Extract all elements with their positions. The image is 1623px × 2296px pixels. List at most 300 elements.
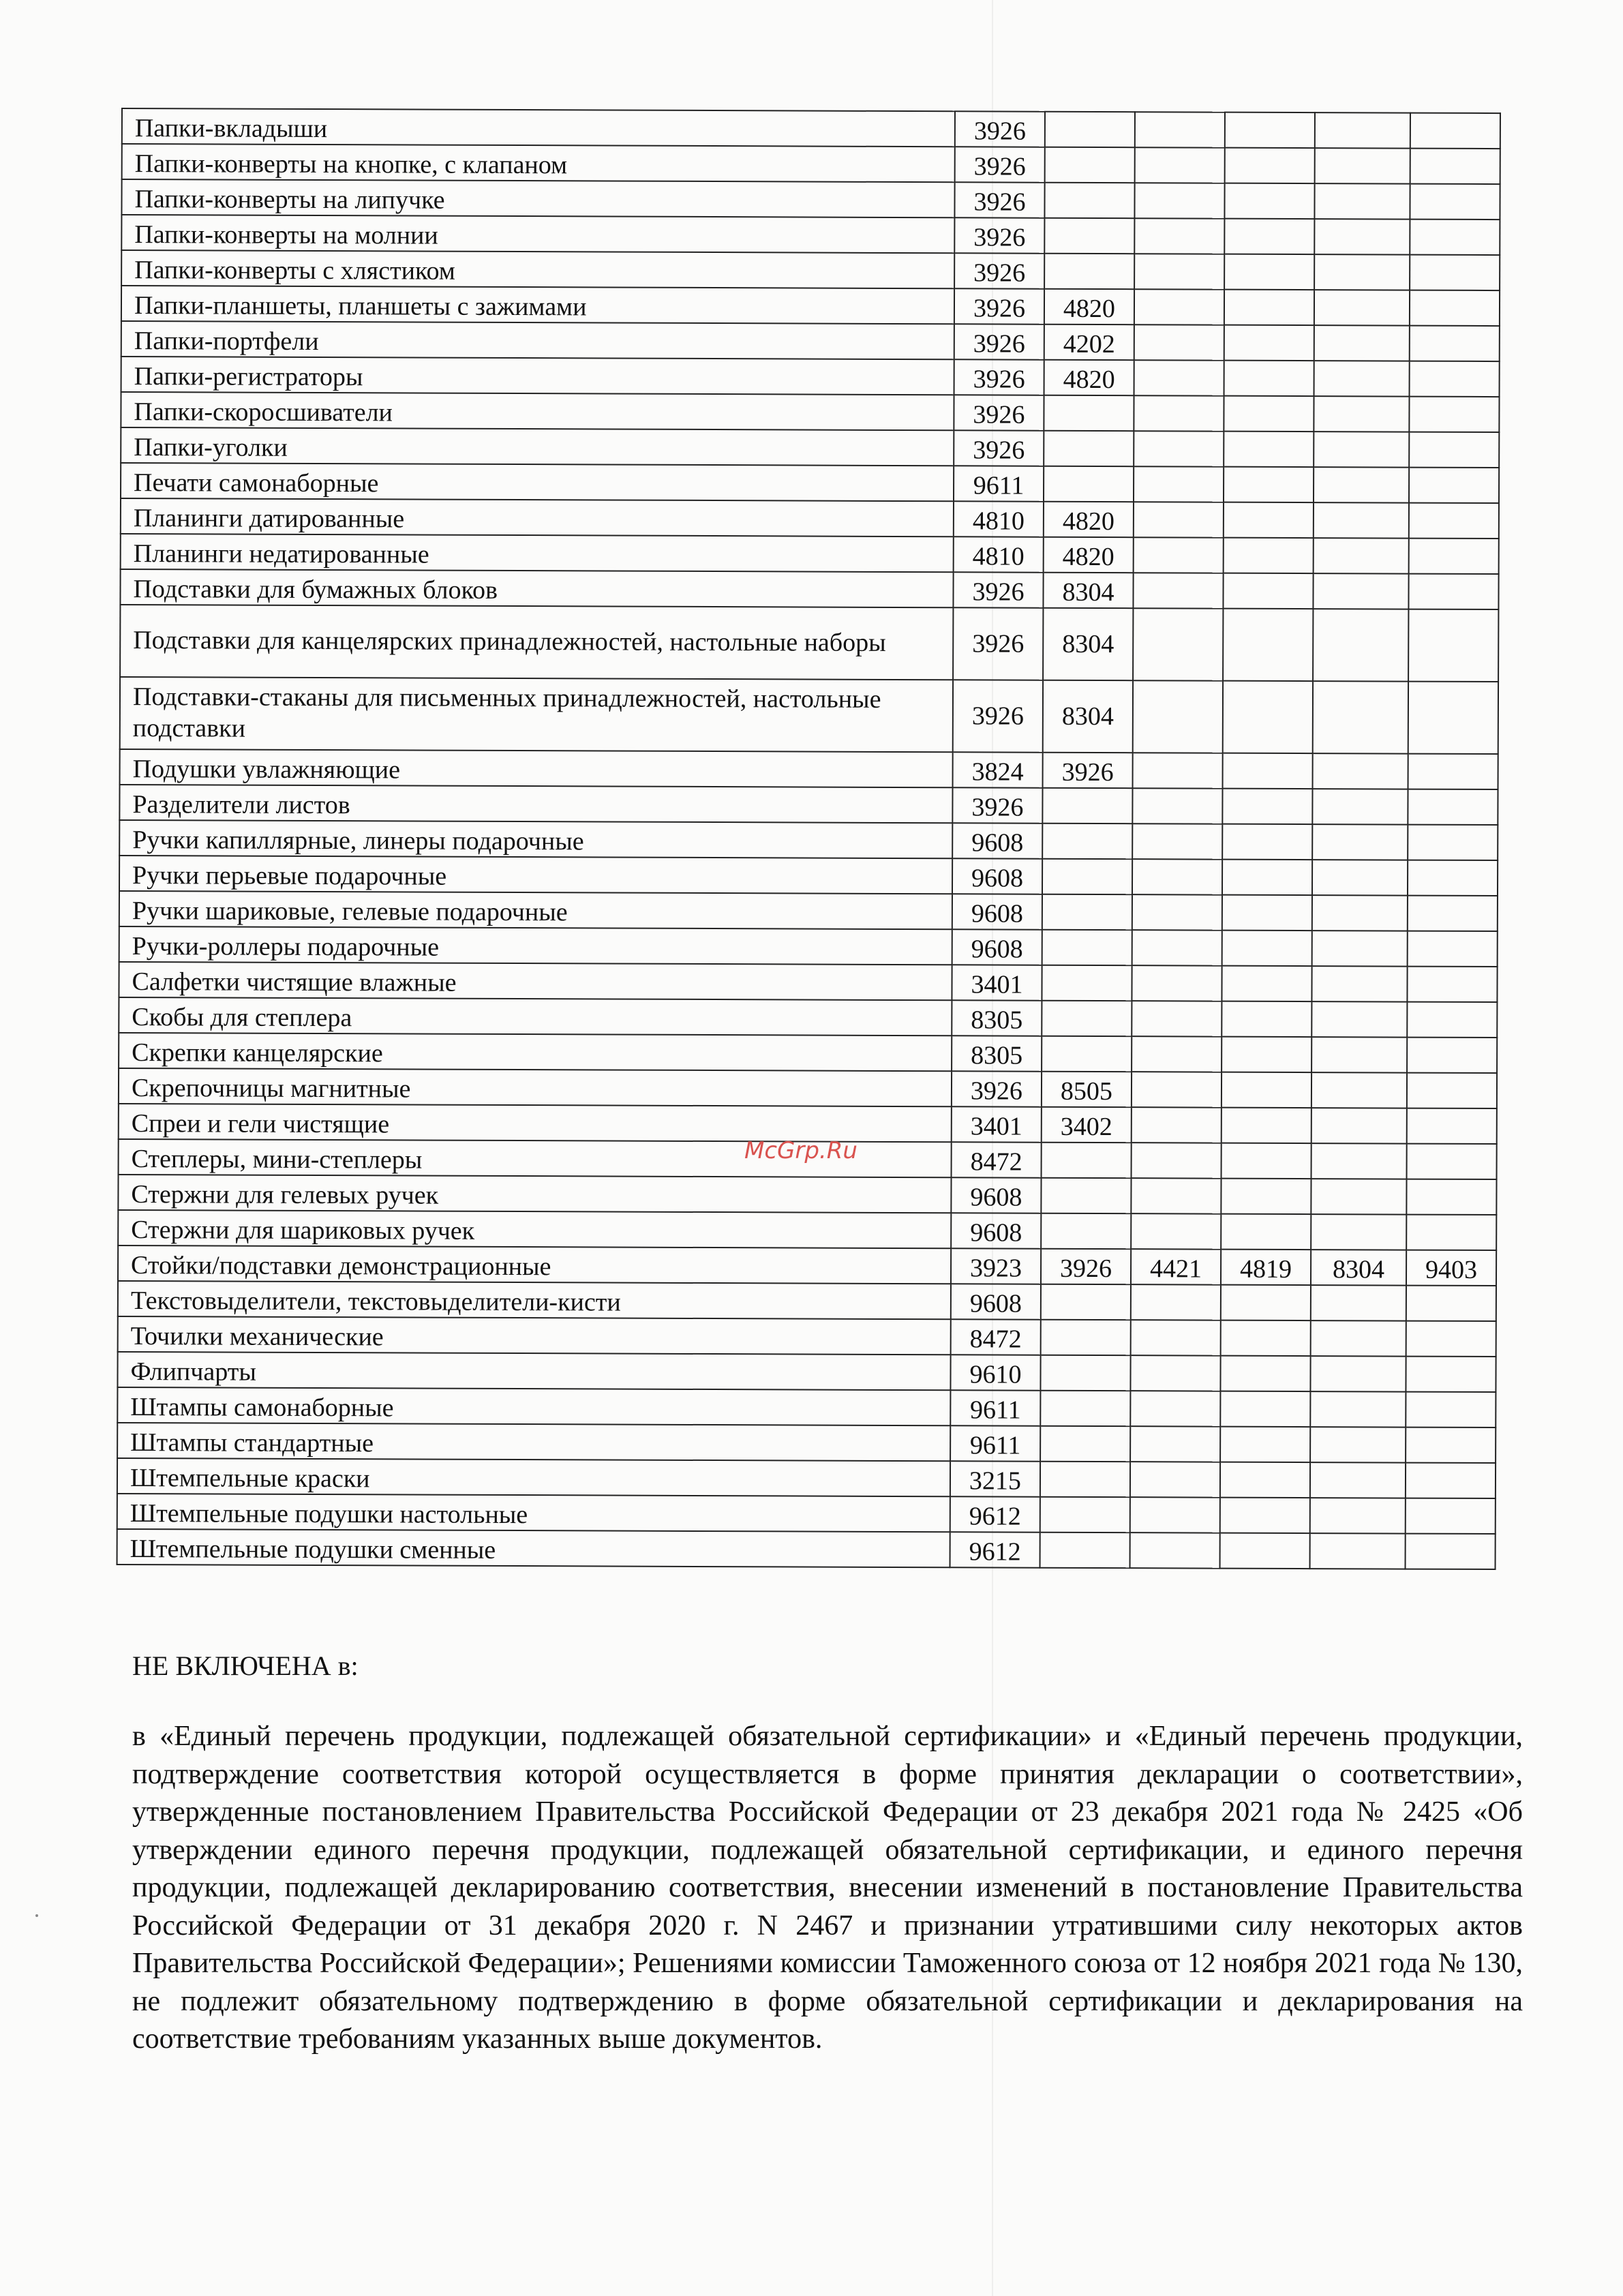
- table-row: [118, 1245, 1496, 1286]
- tnved-code-cell: [1406, 1179, 1496, 1215]
- tnved-code-cell: [1222, 1108, 1311, 1143]
- table-row: [121, 179, 1500, 220]
- product-name-cell: Папки-скоросшиватели: [121, 392, 954, 430]
- tnved-code-cell: [1222, 1143, 1311, 1179]
- tnved-code-cell: [1040, 1497, 1130, 1532]
- tnved-code-cell: [1312, 824, 1408, 860]
- tnved-code-cell: [1222, 1072, 1311, 1108]
- tnved-code-cell: [1310, 1533, 1406, 1569]
- product-name-cell: Ручки перьевые подарочные: [119, 856, 952, 894]
- tnved-code-cell: 3401: [952, 1106, 1042, 1142]
- table-row: [121, 392, 1499, 432]
- tnved-code-cell: [1042, 1001, 1132, 1036]
- tnved-code-cell: 3926: [953, 680, 1043, 752]
- tnved-code-cell: [1406, 1215, 1496, 1250]
- tnved-code-cell: [1223, 609, 1313, 681]
- tnved-code-cell: 3402: [1042, 1107, 1132, 1143]
- tnved-code-cell: [1224, 290, 1314, 325]
- tnved-code-cell: [1130, 1497, 1220, 1532]
- tnved-code-cell: [1314, 502, 1409, 538]
- product-name-cell: Печати самонаборные: [121, 463, 954, 501]
- table-row: [119, 997, 1497, 1038]
- table-row: [121, 250, 1500, 290]
- tnved-code-cell: [1311, 1108, 1407, 1143]
- tnved-code-cell: [1222, 895, 1312, 931]
- tnved-code-cell: [1406, 1463, 1496, 1498]
- tnved-code-cell: [1410, 361, 1500, 397]
- tnved-code-cell: [1134, 183, 1224, 218]
- tnved-code-cell: 3926: [954, 359, 1044, 395]
- tnved-code-cell: [1310, 1356, 1406, 1391]
- tnved-code-cell: [1133, 608, 1223, 680]
- product-name-cell: Степлеры, мини-степлеры: [119, 1139, 952, 1177]
- tnved-code-cell: [1313, 753, 1408, 789]
- table-row: [119, 856, 1498, 896]
- product-name-cell: Планинги датированные: [121, 498, 954, 537]
- tnved-code-cell: 9612: [950, 1532, 1040, 1567]
- tnved-code-cell: [1311, 1320, 1406, 1356]
- tnved-code-cell: [1222, 824, 1312, 860]
- tnved-code-cell: [1224, 502, 1314, 538]
- table-row: [118, 1316, 1496, 1357]
- tnved-code-cell: [1408, 574, 1498, 609]
- tnved-code-cell: [1312, 860, 1408, 895]
- tnved-code-cell: [1132, 1001, 1222, 1036]
- product-name-cell: Папки-планшеты, планшеты с зажимами: [121, 286, 954, 324]
- tnved-code-cell: [1044, 466, 1134, 502]
- tnved-code-cell: 8305: [952, 1000, 1042, 1036]
- tnved-code-cell: [1131, 1178, 1221, 1213]
- product-name-cell: Подставки для бумажных блоков: [120, 569, 953, 607]
- table-row: [117, 1529, 1496, 1569]
- tnved-code-cell: 8472: [952, 1142, 1042, 1177]
- tnved-code-cell: [1225, 148, 1315, 183]
- tnved-code-cell: 9612: [950, 1496, 1040, 1532]
- tnved-code-cell: [1222, 1037, 1311, 1072]
- tnved-code-cell: [1221, 1285, 1311, 1320]
- tnved-code-cell: 3926: [954, 324, 1044, 359]
- tnved-code-cell: [1410, 290, 1500, 326]
- tnved-code-cell: [1224, 325, 1314, 361]
- tnved-code-cell: 9608: [951, 1213, 1041, 1248]
- tnved-code-cell: 8304: [1043, 608, 1133, 680]
- tnved-code-cell: [1408, 860, 1498, 896]
- tnved-code-cell: [1130, 1391, 1220, 1426]
- tnved-code-cell: [1410, 255, 1500, 290]
- table-row: [117, 1458, 1496, 1498]
- tnved-code-cell: [1220, 1427, 1310, 1462]
- product-name-cell: Флипчарты: [117, 1352, 950, 1390]
- tnved-code-cell: [1408, 789, 1498, 825]
- tnved-code-cell: [1132, 965, 1222, 1001]
- product-name-cell: Стойки/подставки демонстрационные: [118, 1245, 951, 1284]
- tnved-code-cell: [1044, 218, 1134, 254]
- table-row: [121, 427, 1499, 468]
- tnved-code-cell: [1042, 788, 1132, 824]
- product-name-cell: Штампы самонаборные: [117, 1387, 950, 1425]
- tnved-code-cell: [1130, 1355, 1220, 1391]
- tnved-code-cell: [1406, 1286, 1496, 1321]
- tnved-code-cell: [1314, 467, 1409, 502]
- tnved-code-cell: [1041, 1284, 1131, 1320]
- tnved-code-cell: 9608: [952, 894, 1042, 929]
- tnved-code-cell: [1312, 789, 1408, 824]
- tnved-code-cell: [1045, 112, 1135, 147]
- table-row: [119, 962, 1497, 1002]
- table-row: [117, 1423, 1496, 1463]
- table-row: [119, 820, 1498, 860]
- table-row: [120, 569, 1498, 609]
- table-row: [122, 144, 1500, 184]
- tnved-code-cell: [1409, 397, 1499, 432]
- tnved-code-cell: 4820: [1044, 537, 1134, 573]
- tnved-code-cell: 9608: [951, 1284, 1041, 1319]
- product-name-cell: Планинги недатированные: [121, 534, 954, 572]
- tnved-code-cell: [1224, 219, 1314, 254]
- tnved-code-cell: [1410, 184, 1500, 220]
- tnved-code-cell: [1406, 1392, 1496, 1428]
- tnved-code-cell: [1223, 753, 1313, 789]
- tnved-code-cell: [1406, 1357, 1496, 1392]
- tnved-code-cell: [1134, 395, 1224, 431]
- tnved-code-cell: [1224, 467, 1314, 502]
- tnved-code-cell: 3824: [953, 752, 1043, 787]
- tnved-code-cell: [1311, 1072, 1407, 1108]
- table-row: [121, 321, 1500, 361]
- table-body: [117, 108, 1500, 1569]
- product-name-cell: Штемпельные подушки настольные: [117, 1494, 950, 1532]
- tnved-code-cell: [1131, 1320, 1221, 1355]
- tnved-code-cell: 3926: [955, 147, 1045, 182]
- table-row: [121, 534, 1499, 574]
- tnved-code-cell: [1134, 324, 1224, 360]
- tnved-code-cell: [1314, 325, 1410, 361]
- tnved-code-cell: 9608: [952, 929, 1042, 965]
- tnved-code-cell: [1132, 1143, 1222, 1178]
- product-name-cell: Ручки шариковые, гелевые подарочные: [119, 891, 952, 929]
- tnved-code-cell: [1408, 931, 1498, 967]
- tnved-code-cell: [1311, 1143, 1407, 1179]
- tnved-code-cell: [1044, 395, 1134, 431]
- tnved-code-cell: [1310, 1427, 1406, 1462]
- tnved-code-cell: 9611: [950, 1390, 1040, 1425]
- table-row: [121, 286, 1500, 326]
- tnved-code-cell: [1222, 860, 1312, 895]
- tnved-code-cell: [1042, 894, 1132, 930]
- table-row: [121, 498, 1499, 539]
- product-name-cell: Папки-конверты на кнопке, с клапаном: [122, 144, 955, 182]
- tnved-code-cell: [1220, 1462, 1310, 1498]
- tnved-code-cell: 3926: [955, 111, 1045, 147]
- tnved-code-cell: 4810: [954, 537, 1044, 572]
- product-name-cell: Скобы для степлера: [119, 997, 952, 1036]
- tnved-code-cell: [1042, 965, 1132, 1001]
- tnved-code-cell: [1224, 183, 1314, 219]
- tnved-code-cell: 3923: [951, 1248, 1041, 1284]
- tnved-code-cell: [1132, 824, 1222, 859]
- tnved-code-cell: [1044, 183, 1134, 218]
- tnved-code-cell: [1310, 1462, 1406, 1498]
- product-name-cell: Папки-конверты на молнии: [121, 215, 954, 253]
- tnved-code-cell: 4202: [1044, 324, 1134, 360]
- table-row: [119, 891, 1498, 931]
- tnved-code-cell: [1406, 1534, 1496, 1569]
- tnved-code-cell: 3926: [952, 787, 1042, 823]
- tnved-code-cell: [1407, 1002, 1497, 1038]
- tnved-code-cell: [1220, 1356, 1310, 1391]
- tnved-code-cell: 8305: [952, 1036, 1042, 1071]
- product-name-cell: Разделители листов: [119, 785, 952, 823]
- tnved-code-cell: [1409, 468, 1499, 503]
- tnved-code-cell: [1044, 431, 1134, 466]
- tnved-code-cell: [1135, 112, 1225, 147]
- tnved-code-cell: 9611: [954, 466, 1044, 501]
- tnved-code-cell: 3926: [953, 607, 1043, 680]
- tnved-code-cell: [1311, 1179, 1406, 1214]
- tnved-code-cell: [1313, 681, 1408, 753]
- tnved-code-cell: 3926: [954, 288, 1044, 324]
- tnved-code-cell: [1134, 360, 1224, 395]
- tnved-code-cell: [1133, 753, 1223, 788]
- tnved-code-cell: [1130, 1426, 1220, 1462]
- product-name-cell: Текстовыделители, текстовыделители-кисти: [118, 1281, 951, 1319]
- tnved-code-cell: [1134, 218, 1224, 254]
- tnved-code-cell: 4820: [1044, 502, 1134, 537]
- tnved-code-cell: [1040, 1462, 1130, 1497]
- tnved-code-cell: [1222, 789, 1312, 824]
- tnved-code-cell: [1409, 503, 1499, 539]
- tnved-code-cell: [1040, 1355, 1130, 1391]
- tnved-code-cell: [1407, 1108, 1497, 1144]
- tnved-code-cell: [1220, 1533, 1310, 1569]
- tnved-code-cell: [1132, 1036, 1222, 1072]
- table-row: [121, 357, 1500, 397]
- product-name-cell: Папки-конверты на липучке: [121, 179, 954, 217]
- tnved-code-cell: 3926: [954, 253, 1044, 288]
- tnved-code-cell: [1313, 573, 1408, 609]
- tnved-code-cell: [1132, 788, 1222, 824]
- tnved-code-cell: 9610: [950, 1355, 1040, 1390]
- tnved-code-cell: 9608: [951, 1177, 1041, 1213]
- table-row: [121, 463, 1499, 503]
- tnved-code-cell: [1312, 895, 1408, 931]
- tnved-code-cell: [1407, 1073, 1497, 1108]
- tnved-code-cell: 8304: [1311, 1250, 1406, 1285]
- tnved-code-cell: [1133, 573, 1223, 608]
- tnved-code-cell: [1409, 432, 1499, 468]
- tnved-code-cell: [1225, 112, 1315, 148]
- tnved-code-cell: [1224, 432, 1314, 467]
- product-name-cell: Штампы стандартные: [117, 1423, 950, 1461]
- tnved-code-cell: 9403: [1406, 1250, 1496, 1286]
- tnved-code-cell: [1224, 538, 1314, 573]
- product-name-cell: Папки-конверты с хлястиком: [121, 250, 954, 288]
- product-name-cell: Папки-уголки: [121, 427, 954, 466]
- tnved-code-cell: 4819: [1221, 1250, 1311, 1285]
- product-name-cell: Подставки-стаканы для письменных принадлежностей, настольные подставки: [120, 677, 953, 752]
- tnved-code-cell: [1408, 682, 1498, 754]
- tnved-code-cell: [1311, 1285, 1406, 1320]
- product-name-cell: Скрепки канцелярские: [119, 1033, 952, 1071]
- product-name-cell: Подставки для канцелярских принадлежностей, настольные наборы: [120, 605, 953, 680]
- scan-speck: [35, 1914, 38, 1917]
- tnved-code-cell: [1314, 432, 1409, 467]
- tnved-code-cell: [1311, 1037, 1407, 1072]
- tnved-code-cell: [1223, 573, 1313, 609]
- tnved-code-cell: [1314, 183, 1410, 219]
- tnved-code-cell: [1406, 1428, 1496, 1463]
- tnved-code-cell: [1042, 824, 1132, 859]
- tnved-code-cell: 3215: [950, 1461, 1040, 1496]
- tnved-code-cell: [1407, 1038, 1497, 1073]
- table-row: [119, 1068, 1497, 1108]
- tnved-code-cell: 3401: [952, 965, 1042, 1000]
- tnved-code-cell: [1040, 1532, 1130, 1568]
- tnved-code-cell: [1410, 113, 1500, 149]
- tnved-code-cell: [1132, 859, 1222, 894]
- tnved-code-cell: 9611: [950, 1425, 1040, 1461]
- tnved-code-cell: [1220, 1498, 1310, 1533]
- tnved-code-cell: [1310, 1391, 1406, 1427]
- tnved-code-cell: [1407, 967, 1497, 1002]
- tnved-code-cell: [1132, 930, 1222, 965]
- tnved-code-cell: [1135, 147, 1225, 183]
- tnved-code-cell: [1221, 1179, 1311, 1214]
- tnved-code-cell: [1314, 290, 1410, 325]
- tnved-code-cell: [1134, 254, 1224, 289]
- product-name-cell: Штемпельные подушки сменные: [117, 1529, 950, 1567]
- tnved-code-cell: [1134, 537, 1224, 573]
- tnved-code-cell: [1134, 502, 1224, 537]
- tnved-code-cell: 3926: [954, 182, 1044, 217]
- tnved-code-cell: [1133, 680, 1223, 753]
- tnved-code-cell: [1312, 931, 1408, 966]
- table-row: [122, 108, 1500, 149]
- tnved-code-cell: [1131, 1213, 1221, 1249]
- tnved-code-cell: 3926: [952, 1071, 1042, 1106]
- tnved-code-cell: [1132, 1107, 1222, 1143]
- tnved-code-cell: [1040, 1426, 1130, 1462]
- tnved-code-cell: 4820: [1044, 289, 1134, 324]
- tnved-code-cell: 8472: [951, 1319, 1041, 1355]
- tnved-code-cell: [1041, 1320, 1131, 1355]
- tnved-code-cell: [1410, 326, 1500, 361]
- tnved-code-cell: [1311, 966, 1407, 1001]
- tnved-code-cell: [1222, 1001, 1311, 1037]
- tnved-code-cell: [1408, 754, 1498, 789]
- tnved-code-cell: [1410, 220, 1500, 255]
- tnved-code-cell: [1042, 930, 1132, 965]
- tnved-code-cell: 4810: [954, 501, 1044, 537]
- tnved-code-cell: [1406, 1498, 1496, 1534]
- watermark: McGrp.Ru: [744, 1137, 858, 1164]
- tnved-code-cell: [1224, 254, 1314, 290]
- product-name-cell: Ручки капиллярные, линеры подарочные: [119, 820, 952, 858]
- tnved-code-cell: 8505: [1042, 1072, 1132, 1107]
- table-row: [119, 926, 1498, 967]
- tnved-code-cell: [1042, 1143, 1132, 1178]
- tnved-code-cell: [1042, 1036, 1132, 1072]
- tnved-code-cell: [1408, 896, 1498, 931]
- tnved-code-cell: [1224, 396, 1314, 432]
- table-row: [117, 1352, 1496, 1392]
- tnved-code-cell: [1131, 1284, 1221, 1320]
- tnved-code-cell: [1314, 219, 1410, 254]
- tnved-code-cell: [1314, 538, 1409, 573]
- product-name-cell: Штемпельные краски: [117, 1458, 950, 1496]
- product-name-cell: Точилки механические: [118, 1316, 951, 1355]
- tnved-code-cell: 4421: [1131, 1249, 1221, 1284]
- tnved-code-cell: [1042, 859, 1132, 894]
- table-row: [117, 1387, 1496, 1428]
- tnved-code-cell: [1408, 609, 1498, 682]
- tnved-code-cell: 3926: [953, 572, 1043, 607]
- tnved-code-cell: 4820: [1044, 360, 1134, 395]
- tnved-codes-table: [117, 108, 1501, 1570]
- product-name-cell: Папки-регистраторы: [121, 357, 954, 395]
- tnved-code-cell: [1044, 254, 1134, 289]
- tnved-code-cell: 3926: [954, 430, 1044, 466]
- product-name-cell: Папки-вкладыши: [122, 108, 955, 147]
- table-row: [119, 785, 1498, 825]
- product-name-cell: Стержни для шариковых ручек: [118, 1210, 951, 1248]
- tnved-code-cell: [1132, 1072, 1222, 1107]
- table-row: [120, 749, 1498, 789]
- tnved-code-cell: 3926: [1043, 753, 1133, 788]
- tnved-code-cell: [1310, 1498, 1406, 1533]
- product-name-cell: Салфетки чистящие влажные: [119, 962, 952, 1000]
- tnved-code-cell: [1040, 1391, 1130, 1426]
- tnved-code-cell: 3926: [1041, 1249, 1131, 1284]
- table-row: [119, 1033, 1497, 1073]
- tnved-code-cell: [1406, 1321, 1496, 1357]
- table-row: [117, 1494, 1496, 1534]
- exclusion-paragraph: в «Единый перечень продукции, подлежащей обязательной сертификации» и «Единый перечень продукции, подтверждение соответствия которой осуществляется в форме принятия декларации о соответствии», утвержденные постановлением Правительства Российской Федерации от 23 декабря 2021 года № 2425 «Об утверждении единого перечня продукции, подлежащей обязательной сертификации, и единого перечня продукции, подлежащей декларированию соответствия, внесении изменений в постановление Правительства Российской Федерации от 31 декабря 2020 г. N 2467 и признании утратившими силу некоторых актов Правительства Российской Федерации»; Решениями комиссии Таможенного союза от 12 ноября 2021 года № 130, не подлежит обязательному подтверждению в форме обязательной сертификации и декларирования на соответствие требованиям указанных выше документов.: [132, 1721, 1523, 2055]
- tnved-code-cell: [1222, 966, 1311, 1001]
- tnved-code-cell: [1408, 825, 1498, 860]
- tnved-code-cell: [1409, 539, 1499, 574]
- tnved-code-cell: [1314, 254, 1410, 290]
- tnved-code-cell: [1220, 1391, 1310, 1427]
- tnved-code-cell: [1132, 894, 1222, 930]
- tnved-code-cell: [1223, 681, 1313, 753]
- table-row: [118, 1281, 1496, 1321]
- table-row: [120, 677, 1498, 754]
- tnved-code-cell: 8304: [1043, 573, 1133, 608]
- tnved-code-cell: [1311, 1214, 1406, 1250]
- product-name-cell: Папки-портфели: [121, 321, 954, 359]
- tnved-code-cell: [1130, 1532, 1220, 1568]
- tnved-code-cell: [1045, 147, 1135, 183]
- tnved-code-cell: [1314, 396, 1409, 432]
- tnved-code-cell: [1410, 149, 1500, 184]
- tnved-code-cell: 3926: [954, 217, 1044, 253]
- tnved-code-cell: [1311, 1001, 1407, 1037]
- tnved-code-cell: [1134, 431, 1224, 466]
- tnved-code-cell: 9608: [952, 823, 1042, 858]
- tnved-code-cell: [1222, 931, 1312, 966]
- table-row: [121, 215, 1500, 255]
- table-row: [120, 605, 1498, 682]
- tnved-code-cell: [1315, 112, 1410, 148]
- section-heading: НЕ ВКЛЮЧЕНА в:: [132, 1650, 359, 1681]
- tnved-code-cell: [1134, 466, 1224, 502]
- tnved-code-cell: [1130, 1462, 1220, 1497]
- tnved-code-cell: [1134, 289, 1224, 324]
- product-name-cell: Ручки-роллеры подарочные: [119, 926, 952, 965]
- tnved-code-cell: 8304: [1043, 680, 1133, 753]
- product-name-cell: Спреи и гели чистящие: [119, 1104, 952, 1142]
